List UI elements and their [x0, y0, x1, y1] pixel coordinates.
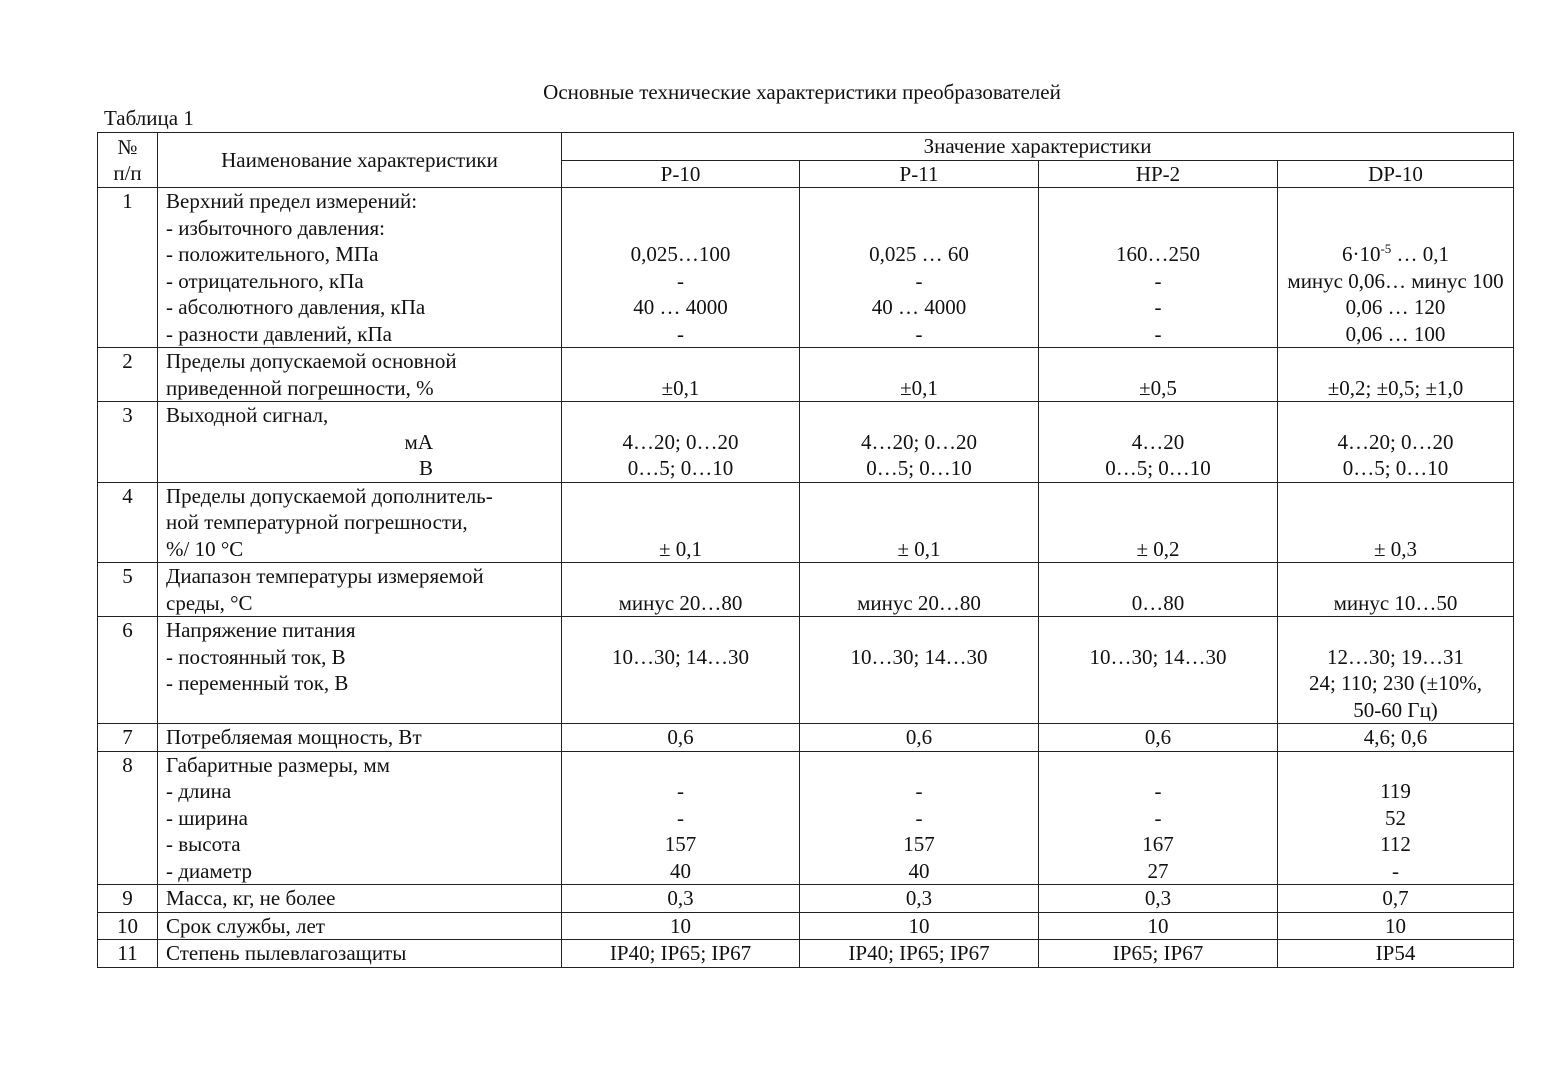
header-num [98, 133, 158, 188]
characteristic-name-line: ной температурной погрешности, [166, 510, 468, 534]
value-line: 4…20; 0…20 [1337, 429, 1454, 454]
value-line [800, 509, 1038, 536]
row-number: 1 [98, 188, 158, 348]
value-line: ±0,5 [1139, 375, 1177, 400]
value-line: IP40; IP65; IP67 [848, 941, 990, 965]
characteristic-name [158, 482, 562, 563]
characteristic-name [158, 940, 562, 968]
characteristic-name-line: - отрицательного, кПа [166, 268, 364, 293]
value-line: IP65; IP67 [1112, 941, 1204, 965]
value-line: 40 [908, 858, 930, 883]
value-hp2 [1039, 912, 1278, 940]
value-hp2 [1039, 751, 1278, 885]
row-number: 9 [98, 885, 158, 913]
value-line: 119 [1380, 779, 1411, 803]
value-line: 12…30; 19…31 [1326, 644, 1465, 669]
value-p11 [800, 751, 1039, 885]
characteristic-name [158, 885, 562, 913]
value-line: 0…5; 0…10 [1105, 456, 1211, 480]
value-line [1278, 617, 1513, 644]
value-line [1278, 483, 1513, 510]
value-line: 160…250 [1116, 242, 1200, 266]
value-p10 [562, 751, 800, 885]
value-line [1278, 402, 1513, 429]
value-line: 50-60 Гц) [1353, 697, 1438, 722]
value-line: 10 [908, 913, 930, 938]
value-line: ± 0,1 [897, 536, 941, 561]
table-row [98, 188, 1514, 348]
characteristic-name-line: - длина [166, 779, 232, 803]
table-row [98, 482, 1514, 563]
value-line: 0…80 [1131, 590, 1185, 615]
characteristic-name [158, 751, 562, 885]
value-line: минус 0,06… минус 100 [1287, 268, 1504, 293]
value-line: - [1154, 321, 1162, 346]
characteristic-name-line: - ширина [166, 805, 248, 830]
characteristic-name-line: Выходной сигнал, [166, 403, 329, 427]
characteristic-name-line: Напряжение питания [166, 618, 356, 642]
value-line [800, 348, 1038, 375]
value-line [1278, 752, 1513, 779]
value-line: 112 [1380, 832, 1411, 856]
row-number: 7 [98, 724, 158, 752]
header-num-line1: № [117, 134, 138, 159]
value-dp10 [1278, 885, 1514, 913]
header-model-p11: Р-11 [800, 160, 1039, 188]
value-line: - [915, 805, 923, 830]
value-hp2 [1039, 885, 1278, 913]
value-line: 10 [1147, 913, 1169, 938]
value-line: 167 [1142, 832, 1174, 856]
value-line: 0,06 … 120 [1345, 295, 1446, 319]
row-number: 8 [98, 751, 158, 885]
characteristic-name-line: мА [404, 429, 433, 454]
characteristic-name [158, 402, 562, 483]
row-number: 4 [98, 482, 158, 563]
value-p11 [800, 188, 1039, 348]
value-line [562, 188, 799, 215]
value-line: ± 0,3 [1373, 536, 1418, 561]
value-line [1039, 509, 1277, 536]
value-line [1039, 697, 1277, 724]
value-p10 [562, 885, 800, 913]
value-line [1278, 509, 1513, 536]
value-line [1039, 402, 1277, 429]
table-header-row-1 [98, 133, 1514, 161]
value-line [1039, 752, 1277, 779]
value-dp10 [1278, 617, 1514, 724]
table-row [98, 724, 1514, 752]
characteristic-name [158, 617, 562, 724]
value-line [562, 563, 799, 590]
header-value-group: Значение характеристики [562, 133, 1514, 161]
value-hp2 [1039, 188, 1278, 348]
value-dp10 [1278, 482, 1514, 563]
value-p10 [562, 940, 800, 968]
value-line: - [677, 268, 684, 293]
value-line: 0,6 [667, 725, 694, 749]
value-p11 [800, 912, 1039, 940]
specs-table [97, 132, 1514, 968]
value-line [1039, 188, 1277, 215]
row-number: 11 [98, 940, 158, 968]
value-line: 0…5; 0…10 [866, 456, 972, 480]
value-line [800, 752, 1038, 779]
value-line [800, 215, 1038, 242]
characteristic-name-line: Пределы допускаемой основной [166, 349, 457, 373]
value-p10 [562, 563, 800, 617]
value-line: ±0,1 [661, 375, 700, 400]
value-hp2 [1039, 940, 1278, 968]
value-line: - [677, 805, 684, 830]
value-line: 0,06 … 100 [1345, 321, 1446, 346]
row-number: 5 [98, 563, 158, 617]
row-number: 2 [98, 348, 158, 402]
value-line: 0,6 [1144, 725, 1172, 749]
value-line: 10 [1385, 913, 1406, 938]
value-line: 24; 110; 230 (±10%, [1309, 671, 1482, 695]
characteristic-name-line: В [418, 456, 433, 480]
value-dp10 [1278, 751, 1514, 885]
value-line [562, 617, 799, 644]
value-p11 [800, 482, 1039, 563]
value-line: 0,7 [1382, 886, 1409, 910]
value-p11 [800, 724, 1039, 752]
document-title: Основные технические характеристики преобразователей [543, 80, 1061, 104]
value-line: минус 10…50 [1333, 590, 1458, 615]
table-row [98, 617, 1514, 724]
value-line: 4…20; 0…20 [622, 429, 739, 454]
header-model-hp2: НР-2 [1039, 160, 1278, 188]
value-p11 [800, 617, 1039, 724]
value-line [1278, 241, 1513, 268]
table-row [98, 885, 1514, 913]
table-row [98, 912, 1514, 940]
value-dp10 [1278, 563, 1514, 617]
value-p11 [800, 348, 1039, 402]
characteristic-name-line: Срок службы, лет [166, 913, 325, 938]
value-dp10 [1278, 402, 1514, 483]
value-line: 157 [664, 832, 697, 856]
value-line: 40 … 4000 [633, 295, 728, 319]
value-line: 157 [903, 832, 935, 856]
value-line: - [677, 779, 684, 803]
characteristic-name-line: - разности давлений, кПа [166, 321, 392, 346]
value-line [562, 670, 799, 697]
value-p11 [800, 563, 1039, 617]
value-hp2 [1039, 563, 1278, 617]
header-model-dp10: DP-10 [1278, 160, 1514, 188]
value-line: 0,3 [667, 886, 694, 910]
characteristic-name-line: Диапазон температуры измеряемой [166, 564, 484, 588]
value-line: 40 … 4000 [871, 295, 967, 319]
characteristic-name [158, 188, 562, 348]
value-line: - [1154, 268, 1162, 293]
characteristic-name [158, 348, 562, 402]
value-p10 [562, 617, 800, 724]
value-hp2 [1039, 402, 1278, 483]
value-line [1039, 670, 1277, 697]
value-line [800, 483, 1038, 510]
value-line: 10…30; 14…30 [611, 644, 750, 669]
value-p10 [562, 188, 800, 348]
value-p11 [800, 885, 1039, 913]
value-dp10 [1278, 912, 1514, 940]
table-label: Таблица 1 [104, 106, 194, 130]
characteristic-name-line: Масса, кг, не более [166, 886, 336, 910]
value-line: - [1154, 805, 1162, 830]
value-line: 0,6 [905, 725, 933, 749]
characteristic-name-line: приведенной погрешности, % [166, 375, 434, 400]
value-line [1278, 188, 1513, 215]
row-number: 6 [98, 617, 158, 724]
value-line [1039, 563, 1277, 590]
value-line [800, 402, 1038, 429]
characteristic-name-line: - абсолютного давления, кПа [166, 295, 426, 319]
value-line: 10 [670, 913, 691, 938]
value-line: 10…30; 14…30 [850, 644, 988, 669]
value-line [1039, 215, 1277, 242]
value-line: 0,3 [1144, 886, 1172, 910]
value-line: 0,025 … 60 [869, 242, 969, 266]
characteristic-name-line: Габаритные размеры, мм [166, 752, 390, 777]
value-hp2 [1039, 482, 1278, 563]
header-model-p10: Р-10 [562, 160, 800, 188]
value-hp2 [1039, 348, 1278, 402]
value-line: 0…5; 0…10 [627, 456, 734, 480]
value-line: IP40; IP65; IP67 [609, 941, 752, 965]
characteristic-name-line: среды, °С [166, 590, 253, 615]
value-exponent: -5 [1380, 241, 1392, 256]
value-dp10 [1278, 348, 1514, 402]
value-line [562, 348, 799, 375]
value-line: - [1154, 295, 1162, 319]
value-line: 0,3 [905, 886, 933, 910]
characteristic-name-line: - избыточного давления: [166, 215, 385, 240]
value-line [1278, 348, 1513, 375]
value-line: 10…30; 14…30 [1089, 644, 1227, 669]
table-row [98, 348, 1514, 402]
value-hp2 [1039, 617, 1278, 724]
characteristic-name-line: Верхний предел измерений: [166, 189, 418, 213]
value-line: - [915, 779, 923, 803]
value-line [1039, 348, 1277, 375]
value-line [1039, 483, 1277, 510]
value-line: 4…20; 0…20 [860, 429, 978, 454]
characteristic-name-line: - переменный ток, В [166, 671, 349, 695]
value-line: минус 20…80 [618, 590, 743, 615]
value-line [800, 188, 1038, 215]
value-line: 40 [670, 858, 691, 883]
characteristic-name-line: Пределы допускаемой дополнитель- [166, 483, 493, 508]
value-line: 0…5; 0…10 [1342, 456, 1449, 480]
value-p10 [562, 482, 800, 563]
value-dp10 [1278, 188, 1514, 348]
value-line [562, 752, 799, 779]
value-p11 [800, 940, 1039, 968]
value-line [1039, 617, 1277, 644]
value-line [1278, 215, 1513, 242]
value-line: 52 [1385, 805, 1406, 830]
header-num-line2: п/п [113, 161, 142, 185]
value-p10 [562, 402, 800, 483]
header-name: Наименование характеристики [158, 133, 562, 188]
characteristic-name-line: - диаметр [166, 858, 253, 883]
value-p10 [562, 724, 800, 752]
value-base: 6·10 [1341, 242, 1381, 266]
characteristic-name-line: - постоянный ток, В [166, 644, 346, 669]
row-number: 10 [98, 912, 158, 940]
value-line: - [1154, 779, 1162, 803]
value-p11 [800, 402, 1039, 483]
value-line [800, 697, 1038, 724]
value-line: - [915, 321, 923, 346]
value-line [562, 483, 799, 510]
value-suffix: … 0,1 [1391, 242, 1450, 266]
characteristic-name [158, 563, 562, 617]
value-line [562, 509, 799, 536]
table-row [98, 751, 1514, 885]
characteristic-name-line [166, 697, 561, 724]
table-row [98, 402, 1514, 483]
table-row [98, 940, 1514, 968]
characteristic-name [158, 724, 562, 752]
value-line [800, 670, 1038, 697]
value-line: IP54 [1375, 941, 1416, 965]
value-dp10 [1278, 724, 1514, 752]
value-line: - [1392, 858, 1399, 883]
table-row [98, 563, 1514, 617]
value-hp2 [1039, 724, 1278, 752]
characteristic-name [158, 912, 562, 940]
value-dp10 [1278, 940, 1514, 968]
characteristic-name-line: %/ 10 °С [166, 536, 244, 561]
value-p10 [562, 348, 800, 402]
value-line [562, 697, 799, 724]
value-line: 27 [1147, 858, 1169, 883]
characteristic-name-line: Потребляемая мощность, Вт [166, 725, 422, 749]
characteristic-name-line: - высота [166, 832, 241, 856]
row-number: 3 [98, 402, 158, 483]
value-line: минус 20…80 [857, 590, 981, 615]
value-line: ±0,2; ±0,5; ±1,0 [1327, 375, 1464, 400]
value-line [562, 215, 799, 242]
value-line: 4…20 [1131, 429, 1185, 454]
value-line: 4,6; 0,6 [1363, 725, 1428, 749]
value-line: - [915, 268, 923, 293]
characteristic-name-line: - положительного, МПа [166, 242, 379, 266]
value-p10 [562, 912, 800, 940]
value-line [562, 402, 799, 429]
value-line: ± 0,2 [1136, 536, 1180, 561]
value-line [1278, 563, 1513, 590]
characteristic-name-line: Степень пылевлагозащиты [166, 941, 407, 965]
value-line: - [677, 321, 684, 346]
value-line: ±0,1 [900, 375, 938, 400]
value-line: 0,025…100 [630, 242, 731, 266]
value-line [800, 563, 1038, 590]
value-line: ± 0,1 [658, 536, 703, 561]
value-line [800, 617, 1038, 644]
